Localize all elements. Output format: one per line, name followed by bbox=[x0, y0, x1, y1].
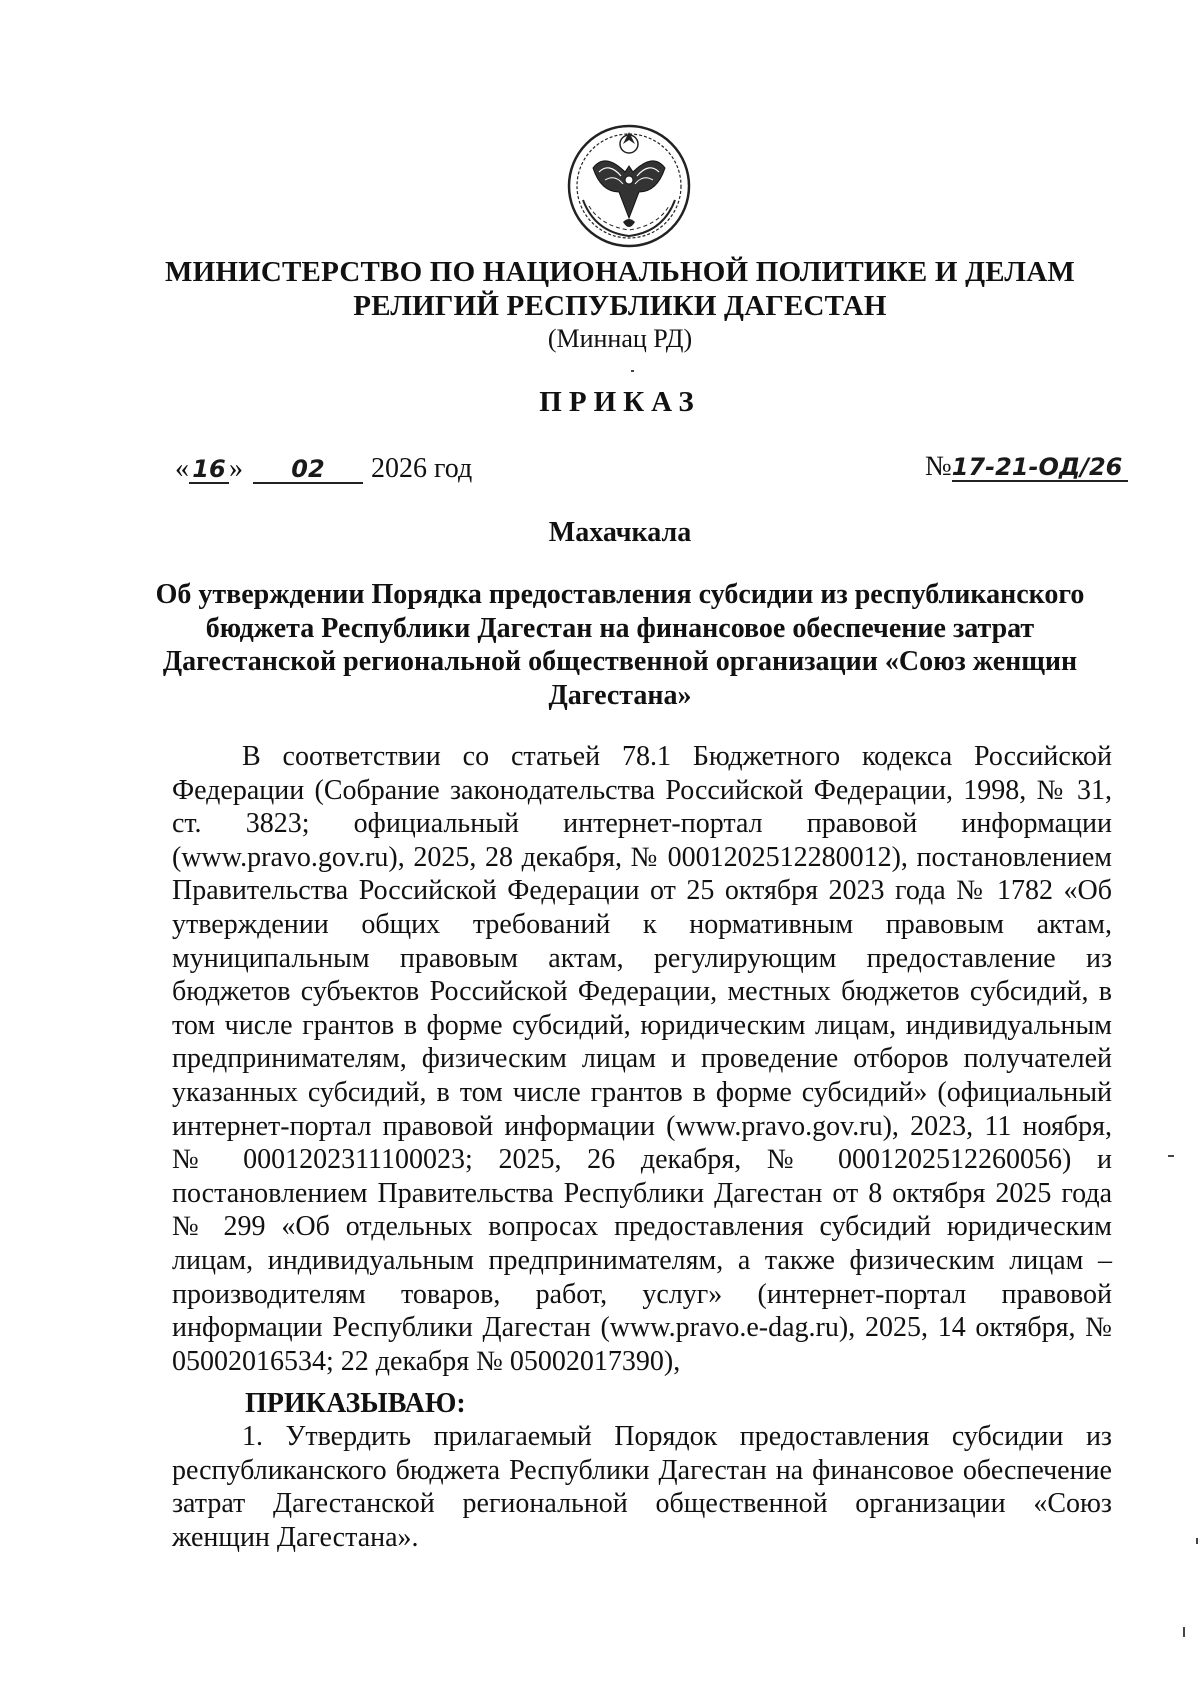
number-handwritten bbox=[952, 454, 1128, 482]
order-item-1: 1. Утвердить прилагаемый Порядок предоставления субсидии из республиканского бюджета Республики Дагестан на финансовое обеспечение затрат Дагестанской региональной общественной организации «Союз женщин Дагестана». bbox=[172, 1421, 1112, 1553]
date-day-value: 16 bbox=[192, 455, 226, 483]
order-title: Об утверждении Порядка предоставления субсидии из республиканского бюджета Республики Дагестан на финансовое обеспечение затрат Дагестанской региональной общественной организации «Союз женщин Дагестана» bbox=[155, 579, 1085, 711]
ministry-name: МИНИСТЕРСТВО ПО НАЦИОНАЛЬНОЙ ПОЛИТИКЕ И ДЕЛАМ РЕЛИГИЙ РЕСПУБЛИКИ ДАГЕСТАН bbox=[165, 256, 1075, 322]
order-heading: ПРИКАЗЫВАЮ: bbox=[245, 1388, 466, 1419]
scan-speck bbox=[1183, 1627, 1185, 1637]
date-month-value: 02 bbox=[291, 455, 325, 483]
preamble-paragraph: В соответствии со статьей 78.1 Бюджетного кодекса Российской Федерации (Собрание законодательства Российской Федерации, 1998, № 31, ст. 3823; официальный интернет-портал правовой информации (www.pravo.gov.ru), 2025, 28 декабря, № 0001202512280012), постановлением Правительства Российской Федерации от 25 октября 2023 года № 1782 «Об утверждении общих требований к нормативным правовым актам, муниципальным правовым актам, регулирующим предоставление из бюджетов субъектов Российской Федерации, местных бюджетов субсидий, в том числе грантов в форме субсидий, юридическим лицам, индивидуальным предпринимателям, физическим лицам и проведение отборов получателей указанных субсидий, в том числе грантов в форме субсидий» (официальный интернет-портал правовой информации (www.pravo.gov.ru), 2023, 11 ноября, № 0001202311100023; 2025, 26 декабря, № 0001202512260056) и постановлением Правительства Республики Дагестан от 8 октября 2025 года № 299 «Об отдельных вопросах предоставления субсидий юридическим лицам, индивидуальным предпринимателям, а также физическим лицам – производителям товаров, работ, услуг» (интернет-портал правовой информации Республики Дагестан (www.pravo.e-dag.ru), 2025, 14 октября, № 05002016534; 22 декабря № 05002017390), bbox=[172, 741, 1112, 1377]
number-value: 17-21-ОД/26 bbox=[951, 453, 1123, 481]
ministry-abbreviation: (Миннац РД) bbox=[547, 324, 693, 353]
date-month-handwritten bbox=[253, 456, 363, 484]
date-quote-open: « bbox=[175, 453, 189, 484]
coat-of-arms-emblem bbox=[565, 122, 693, 250]
order-number bbox=[925, 450, 1145, 484]
scan-speck bbox=[631, 370, 634, 372]
city-name: Махачкала bbox=[548, 517, 692, 548]
scan-speck bbox=[1196, 1538, 1198, 1544]
number-sign: № bbox=[925, 451, 952, 482]
scan-speck bbox=[1168, 1155, 1174, 1157]
order-date bbox=[175, 452, 472, 486]
document-type: ПРИКАЗ bbox=[539, 386, 701, 418]
date-year: 2026 год bbox=[371, 453, 473, 484]
date-day-handwritten bbox=[189, 456, 229, 484]
date-quote-close: » bbox=[229, 453, 243, 484]
